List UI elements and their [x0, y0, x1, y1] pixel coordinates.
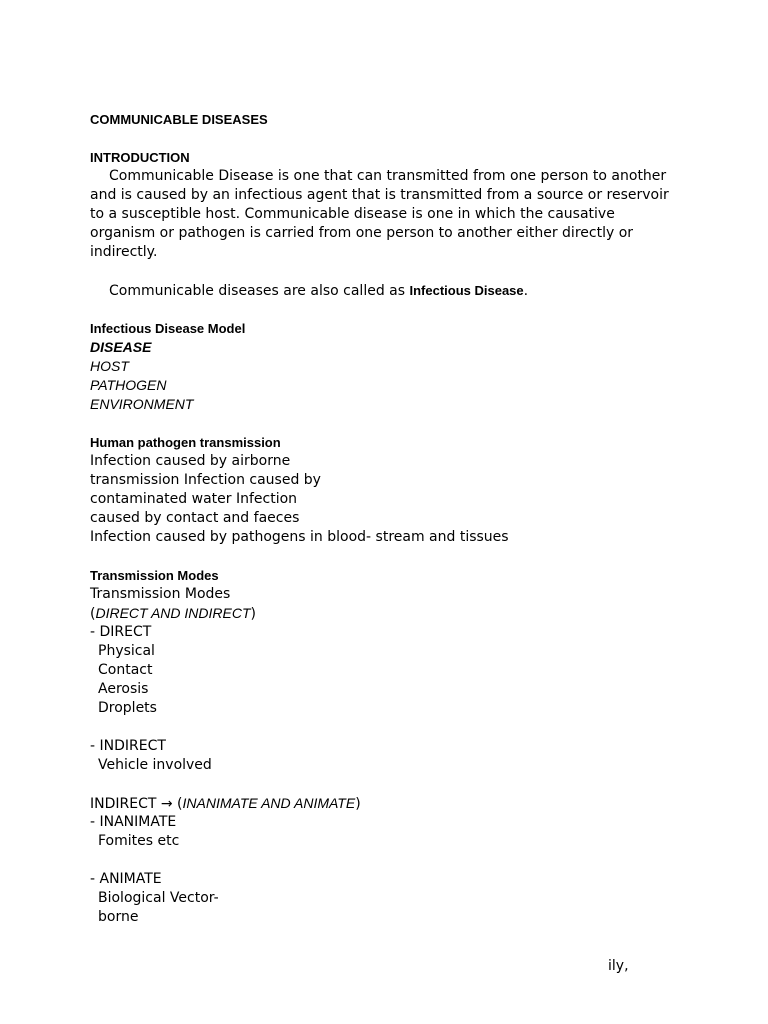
indirect-arrow-prefix: INDIRECT → ( — [90, 796, 183, 812]
pathogen-line: Infection caused by airborne — [90, 453, 291, 469]
model-heading: Infectious Disease Model — [90, 321, 246, 336]
intro-line: Communicable Disease is one that can transmitted from one person to another — [109, 168, 667, 184]
direct-item: Physical — [98, 643, 155, 659]
spacer — [90, 851, 670, 870]
also-called-paragraph — [90, 281, 670, 300]
spacer — [90, 718, 670, 737]
indirect-arrow-suffix: ) — [355, 796, 361, 812]
document-body — [90, 110, 670, 927]
spacer — [90, 300, 670, 319]
spacer — [90, 129, 670, 148]
pathogen-line: caused by contact and faeces — [90, 510, 300, 526]
direct-item: Contact — [98, 662, 153, 678]
spacer — [90, 414, 670, 433]
pathogen-line: contaminated water Infection — [90, 491, 298, 507]
paren-close: ) — [250, 606, 256, 622]
direct-label: - DIRECT — [90, 624, 152, 640]
also-called-prefix: Communicable diseases are also called as — [109, 283, 410, 299]
intro-line: indirectly. — [90, 244, 158, 260]
intro-heading: INTRODUCTION — [90, 150, 190, 165]
indirect-arrow-line — [90, 794, 670, 813]
modes-subtitle: Transmission Modes — [90, 586, 231, 602]
direct-item: Aerosis — [98, 681, 149, 697]
spacer — [90, 262, 670, 281]
model-item-disease: DISEASE — [90, 339, 152, 355]
inanimate-label: - INANIMATE — [90, 814, 177, 830]
model-item-host: HOST — [90, 358, 129, 374]
pathogen-transmission-heading: Human pathogen transmission — [90, 435, 281, 450]
model-item-environment: ENVIRONMENT — [90, 396, 194, 412]
model-item-pathogen: PATHOGEN — [90, 377, 167, 393]
footer-text-fragment: ily, — [608, 958, 629, 974]
spacer — [90, 547, 670, 566]
also-called-term: Infectious Disease — [409, 283, 524, 298]
animate-item: Biological Vector- — [98, 890, 219, 906]
inanimate-item: Fomites etc — [98, 833, 180, 849]
indirect-label: - INDIRECT — [90, 738, 166, 754]
paren-text: DIRECT AND INDIRECT — [95, 605, 251, 621]
pathogen-line: transmission Infection caused by — [90, 472, 321, 488]
also-called-suffix: . — [523, 283, 529, 299]
intro-line: and is caused by an infectious agent that is transmitted from a source or reservoir — [90, 187, 669, 203]
indirect-item: Vehicle involved — [98, 757, 212, 773]
pathogen-line: Infection caused by pathogens in blood- stream and tissues — [90, 529, 509, 545]
document-title: COMMUNICABLE DISEASES — [90, 112, 268, 127]
spacer — [90, 775, 670, 794]
modes-heading: Transmission Modes — [90, 568, 219, 583]
indirect-arrow-text: INANIMATE AND ANIMATE — [182, 795, 356, 811]
modes-paren-line — [90, 604, 670, 623]
intro-line: to a susceptible host. Communicable disease is one in which the causative — [90, 206, 615, 222]
direct-item: Droplets — [98, 700, 157, 716]
animate-item: borne — [98, 909, 139, 925]
animate-label: - ANIMATE — [90, 871, 162, 887]
intro-line: organism or pathogen is carried from one person to another either directly or — [90, 225, 634, 241]
paren-open: ( — [90, 606, 96, 622]
